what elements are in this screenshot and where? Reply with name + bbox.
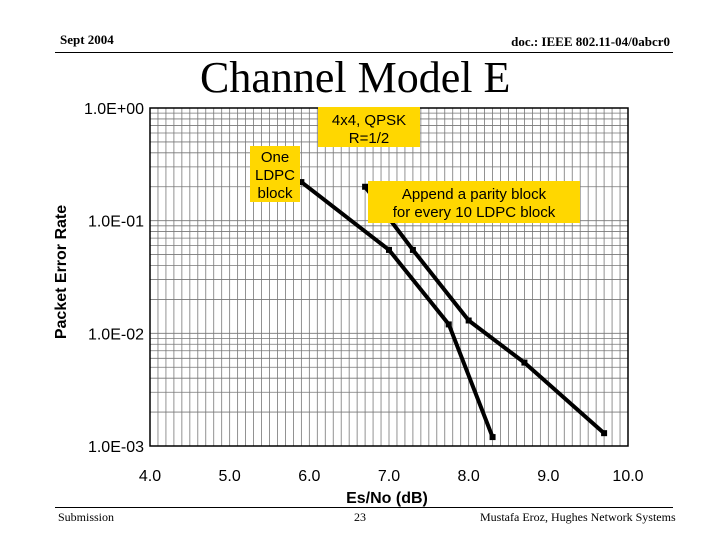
y-tick-label: 1.0E-01 — [87, 213, 144, 231]
annotation-text: 4x4, QPSK — [331, 112, 407, 129]
annotation-text: for every 10 LDPC block — [392, 204, 556, 221]
x-tick-label: 6.0 — [298, 468, 321, 485]
series-point — [410, 247, 416, 253]
annotation-text: block — [257, 185, 293, 202]
annotation-text: One — [260, 149, 290, 166]
x-tick-label: 5.0 — [218, 468, 241, 485]
annotation-text: R=1/2 — [348, 130, 390, 147]
y-tick-label: 1.0E-02 — [87, 326, 144, 344]
x-tick-label: 9.0 — [537, 468, 560, 485]
header-date: Sept 2004 — [60, 32, 114, 47]
slide-title: Channel Model E — [200, 53, 511, 102]
footer-page-number: 23 — [354, 510, 366, 524]
footer-rule — [55, 507, 673, 508]
x-tick-label: 7.0 — [377, 468, 401, 485]
grid-vertical — [150, 108, 628, 446]
x-tick-labels — [139, 468, 644, 485]
series-point — [362, 184, 368, 190]
footer-submission: Submission — [58, 510, 115, 524]
annotation-text: Append a parity block — [401, 186, 547, 203]
x-tick-label: 8.0 — [457, 468, 480, 485]
series-point — [386, 247, 392, 253]
annotation-text: LDPC — [254, 167, 296, 184]
y-tick-label: 1.0E-03 — [87, 439, 144, 456]
footer-author: Mustafa Eroz, Hughes Network Systems — [480, 510, 676, 524]
x-tick-label: 10.0 — [612, 468, 644, 485]
header-doc-id: doc.: IEEE 802.11-04/0abcr0 — [511, 34, 670, 49]
x-axis-label: Es/No (dB) — [346, 490, 428, 507]
series-point — [446, 321, 452, 327]
y-axis-label: Packet Error Rate — [53, 204, 70, 340]
x-tick-label: 4.0 — [138, 468, 162, 485]
series-point — [521, 360, 527, 366]
y-tick-label: 1.0E+00 — [83, 101, 144, 118]
annotations — [250, 107, 580, 223]
series-point — [601, 430, 607, 436]
y-tick-labels — [84, 101, 144, 456]
series-point — [466, 317, 472, 323]
series-point — [490, 434, 496, 440]
